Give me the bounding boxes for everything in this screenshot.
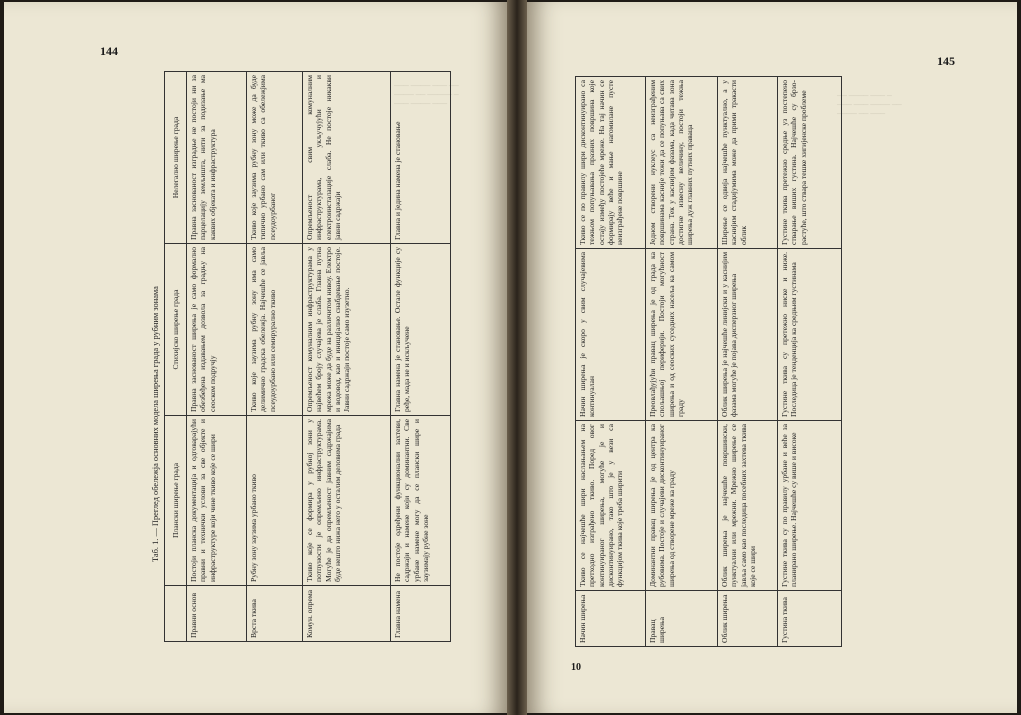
left-table bbox=[164, 71, 451, 642]
right-table-wrapper bbox=[575, 76, 842, 647]
show-through-text: ─── ──── ─── ── ──── ── ───── ─ ─── ──── ─── bbox=[394, 82, 459, 109]
page-number-right: 145 bbox=[937, 54, 955, 68]
table-cell: Ткиво се по правилу шири дисконтинуирано са тежњом попуњавања празних површина које остају између постојеће мреже. На тај начин се формирају веће и мање нагомилане пусте неизграђене површине bbox=[576, 77, 646, 249]
table-cell: Опремљеност комуналним инфраструктурама у највећем броју случајева је слаба. Главна путна мрежа може да буде на различитом нивоу. Електро и водовод, као и иницијално снабдевање постоје. Јавни садржаји постоје само изузетно. bbox=[303, 244, 391, 416]
row-label: Густина ткива bbox=[778, 591, 842, 647]
table-cell: Главна намена је становање. Остале функције су ређе, мада не и искључене bbox=[391, 244, 451, 416]
table-cell: Ткиво које заузима рубну зону може да буде типично урбано сам или ткиво са обележјима псеудоурбаног bbox=[247, 72, 303, 244]
row-label: Начин ширења bbox=[576, 591, 646, 647]
table-caption-wrapper bbox=[151, 286, 160, 562]
table-cell: Правна заснованост ширења је само формално обезбеђена издавањем дозвола за градњу на сеоском подручју bbox=[187, 244, 247, 416]
table-row bbox=[303, 72, 391, 642]
table-cell: Главна и једина намена је становање bbox=[391, 72, 451, 244]
table-cell: Опремљеност свим комуналним инфраструктурама, укључујући и електроинсталације слаба. Не постоје никакви јавни садржаји bbox=[303, 72, 391, 244]
table-cell: Облик ширења је најчешће линијски и у каснијим фазама могуће је појава дисперзног ширења bbox=[718, 249, 778, 421]
table-cell: Једном створени нуклеус са неизграђеним површинама касније тежи да се попуњава са свих страна. Тек у каснијим фазама, када читава зона достигне извесну величину, постоји тежња ширења дуж главних путних праваца bbox=[646, 77, 718, 249]
table-cell: Доминантни правац ширења је од центра ка рубовима. Постоје и случајеви дисконтинуираног ширења од створене мреже ка граду bbox=[646, 421, 718, 591]
table-cell: Ширење се одвија најчешће пунктуално, а у каснијим стадијумима може да прими тракасти облик bbox=[718, 77, 778, 249]
table-row bbox=[778, 77, 842, 647]
table-row bbox=[391, 72, 451, 642]
signature-number: 10 bbox=[571, 662, 581, 673]
right-table bbox=[575, 76, 842, 647]
left-table-wrapper bbox=[164, 71, 451, 642]
table-cell: Не постоје одређени функционални захтеви, садржаји и намене који су доминантни. Све урбане намене могу да се плански шире и заузимају рубне зоне bbox=[391, 416, 451, 586]
table-cell: Постоји планска документација и одговарајући правни и технички услови за све објекте и инфраструктуре који чине ткиво које се шири bbox=[187, 416, 247, 586]
table-caption: Таб. 1. — Преглед обележја основних модела ширења града у рубним зонама bbox=[151, 286, 160, 562]
row-label: Комун. опрема bbox=[303, 586, 391, 642]
table-cell: Ткиво које заузима рубну зону има само делимично градска обележја. Најчешће се јавља псеудоурбано или семирурално ткиво bbox=[247, 244, 303, 416]
table-row bbox=[187, 72, 247, 642]
table-cell: Рубну зону заузима урбано ткиво bbox=[247, 416, 303, 586]
table-header-row bbox=[165, 72, 187, 642]
row-label: Облик ширења bbox=[718, 591, 778, 647]
table-cell: Преовлађујући правац ширења је од града ка спољашњој периферији. Постоји могућност ширења и од сеоских суседних насеља ка самом граду bbox=[646, 249, 718, 421]
header-illegal: Нелегално ширење града bbox=[165, 72, 187, 244]
table-row bbox=[576, 77, 646, 647]
table-row bbox=[718, 77, 778, 647]
show-through-text: ── ──── ─── ─ ─── ─── ──── ── ──── ── ─── bbox=[837, 92, 902, 119]
header-planned: Плански ширење града bbox=[165, 416, 187, 586]
right-page bbox=[527, 2, 1017, 713]
table-cell: Ткиво се најчешће шири наслањањем на претходно изграђено ткиво. Поред овог континуираног ширења, могуће је и дисконтинуирано, тако што је у вези са функцијом ткива које треба ширити bbox=[576, 421, 646, 591]
table-cell: Правна заснованост изградње не постоји ни за парцелацију земљишта, нити за подизање ма каквих објеката и инфраструктура bbox=[187, 72, 247, 244]
row-label: Правни основ bbox=[187, 586, 247, 642]
left-page bbox=[4, 2, 507, 713]
row-label: Главна намена bbox=[391, 586, 451, 642]
table-row bbox=[646, 77, 718, 647]
row-label: Врста ткива bbox=[247, 586, 303, 642]
table-row bbox=[247, 72, 303, 642]
table-cell: Облик ширења је најчешће површински, пунктуални или мрежни. Мрежно ширење се јавља само као последица посебних захтева ткива које се шири bbox=[718, 421, 778, 591]
page-number-left: 144 bbox=[100, 44, 118, 58]
row-label: Правац ширења bbox=[646, 591, 718, 647]
table-cell: Густине ткива су по правилу урбане и веће за планирано ширење. Најчешће су више и високе bbox=[778, 421, 842, 591]
table-cell: Густине ткива претежно средње уз постепено стварање виших густина. Најчешће су брзо-растуће, што ствара тешке хигијенске проблеме bbox=[778, 77, 842, 249]
table-cell: Ткиво које се формира у рубној зони у потпуности је опремљено инфраструктурама. Могуће је да опремљеност јавним садржајима буде нешто нижа него у осталим деловима града bbox=[303, 416, 391, 586]
header-empty bbox=[165, 586, 187, 642]
header-spontaneous: Стихијско ширење града bbox=[165, 244, 187, 416]
table-cell: Густине ткива су претежно ниске и ниже. Последица је тенденција ка средњим густинама bbox=[778, 249, 842, 421]
book-gutter bbox=[507, 0, 527, 715]
table-cell: Начин ширења је скоро у свим случајевима континуалан bbox=[576, 249, 646, 421]
